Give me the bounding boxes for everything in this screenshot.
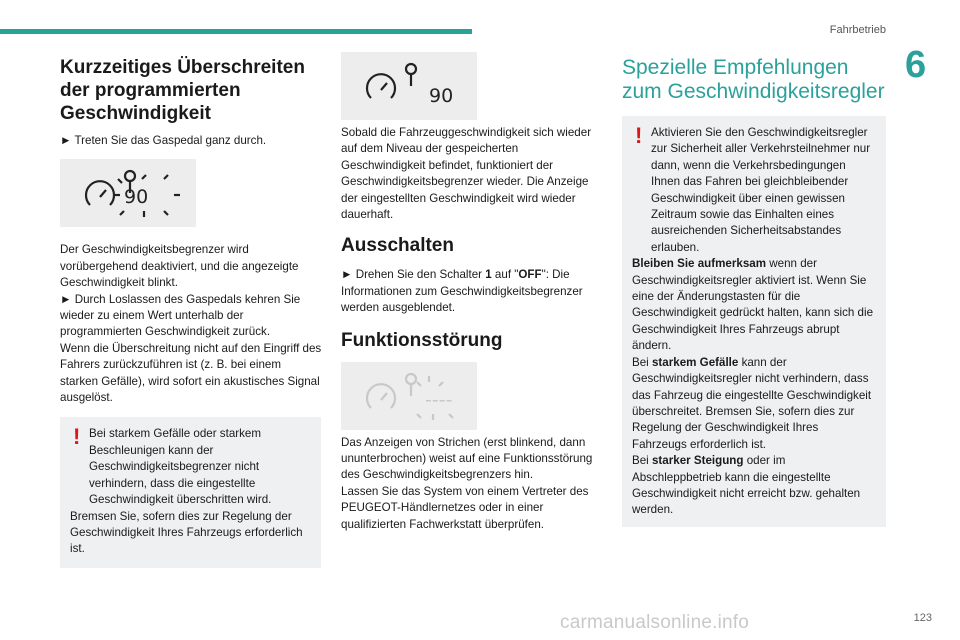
- warning-text: Bei starkem Gefälle kann der Geschwindigkeitsregler nicht verhindern, dass das Fahrzeug die eingestellte Geschwindigkeit überschreitet. Bremsen Sie, sofern dies zur Regelung der Geschwindigkeit Ihres Fahrzeugs erforderlich ist.: [632, 355, 872, 451]
- section-name: Fahrbetrieb: [829, 24, 886, 36]
- chapter-number: 6: [905, 44, 927, 86]
- paragraph: Der Geschwindigkeitsbegrenzer wird vorübergehend deaktiviert, und die angezeigte Geschwindigkeit blinkt.: [60, 243, 299, 290]
- paragraph: Lassen Sie das System von einem Vertreter des PEUGEOT-Händlernetzes oder in einer qualifizierten Fachwerkstatt überprüfen.: [341, 484, 589, 531]
- speedometer-icon: [60, 159, 196, 227]
- page-number: 123: [913, 612, 932, 624]
- limiter-speed-value: 90: [124, 186, 149, 209]
- warning-text: Bei starkem Gefälle oder starkem Beschleunigen kann der Geschwindigkeitsbegrenzer nicht verhindern, dass die eingestellte Geschwindigkeit überschritten wird.: [89, 427, 272, 507]
- warning-text: Bremsen Sie, sofern dies zur Regelung der Geschwindigkeit Ihres Fahrzeugs erforderlich ist.: [70, 509, 303, 556]
- speedometer-icon: [341, 362, 477, 430]
- warning-box: [622, 116, 886, 527]
- warning-text: Bei starker Steigung oder im Abschleppbetrieb kann die eingestellte Geschwindigkeit nicht erreicht bzw. gehalten werden.: [632, 454, 861, 517]
- limiter-display-figure: [60, 159, 196, 227]
- column-1: [60, 56, 322, 568]
- watermark: carmanualsonline.info: [560, 612, 750, 633]
- heading-off: Ausschalten: [341, 235, 454, 257]
- warning-text: Bleiben Sie aufmerksam wenn der Geschwindigkeitsregler aktiviert ist. Wenn Sie eine der Änderungstasten für die Geschwindigkeit gedrückt halten, kann sich die Geschwindigkeit Ihres Fahrzeugs abrupt ändern.: [632, 257, 874, 353]
- step-text: ► Durch Loslassen des Gaspedals kehren Sie wieder zu einem Wert unterhalb der programmierten Geschwindigkeit zurück.: [60, 292, 301, 339]
- heading-fault: Funktionsstörung: [341, 329, 503, 351]
- paragraph: Das Anzeigen von Strichen (erst blinkend, dann ununterbrochen) weist auf eine Funktionsstörung des Geschwindigkeitsbegrenzers hin.: [341, 435, 593, 482]
- section-title: Spezielle Empfehlungen zum Geschwindigkeitsregler: [622, 56, 885, 103]
- column-3: [622, 56, 886, 527]
- warning-icon: !: [635, 123, 643, 148]
- limiter-display-figure: [341, 52, 477, 120]
- step-text: ► Treten Sie das Gaspedal ganz durch.: [60, 134, 267, 147]
- warning-text: Aktivieren Sie den Geschwindigkeitsregler zur Sicherheit aller Verkehrsteilnehmer nur dann, wenn die Verkehrsbedingungen Ihnen das Fahren bei gleichbleibender Geschwindigkeit über einen gewissen Zeitraum sowie das Einhalten eines ausreichenden Sicherheitsabstandes erlauben.: [651, 126, 871, 254]
- header-accent-bar: [0, 29, 472, 34]
- paragraph: Sobald die Fahrzeuggeschwindigkeit sich wieder auf dem Niveau der gespeicherten Geschwindigkeit befindet, funktioniert der Geschwindigkeitsbegrenzer wieder. Die Anzeige der eingestellten Geschwindigkeit wird wieder dauerhaft.: [341, 126, 592, 222]
- fault-display-figure: [341, 362, 477, 430]
- warning-icon: !: [73, 424, 81, 450]
- section-title: Kurzzeitiges Überschreiten der programmierten Geschwindigkeit: [60, 57, 305, 124]
- speedometer-icon: [341, 52, 477, 120]
- column-2: [341, 52, 603, 533]
- step-text: ► Drehen Sie den Schalter 1 auf "OFF": Die Informationen zum Geschwindigkeitsbegrenzer werden ausgeblendet.: [341, 268, 583, 315]
- fault-dashes: ----: [425, 388, 453, 411]
- limiter-speed-value: 90: [429, 85, 454, 107]
- paragraph: Wenn die Überschreitung nicht auf den Eingriff des Fahrers zurückzuführen ist (z. B. bei einem starken Gefälle), wird sofort ein akustisches Signal ausgelöst.: [60, 341, 322, 405]
- warning-box: [60, 417, 321, 567]
